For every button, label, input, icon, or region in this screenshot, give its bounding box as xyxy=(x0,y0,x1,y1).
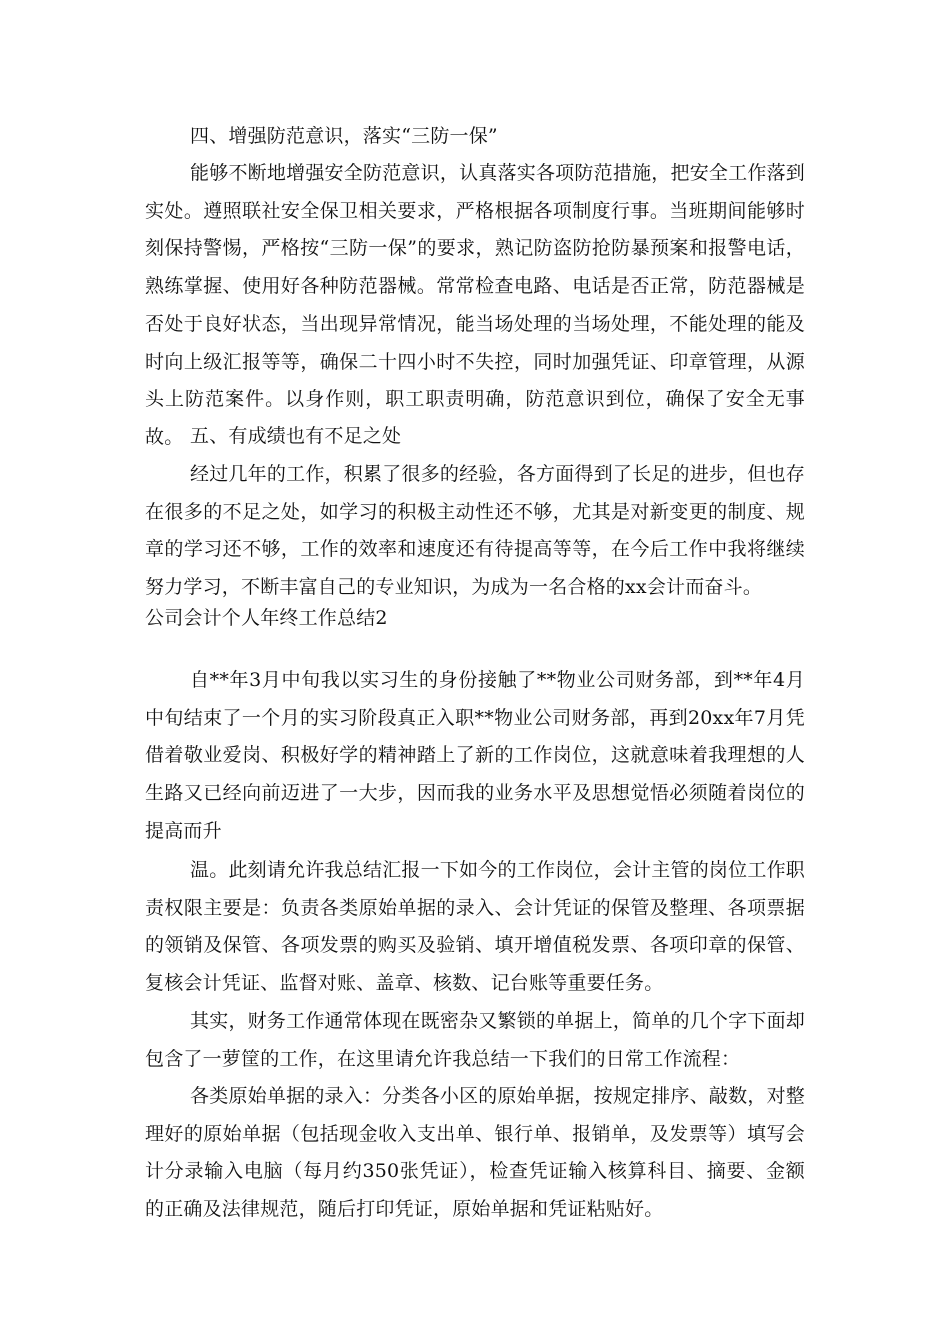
article-paragraph: 自**年3月中旬我以实习生的身份接触了**物业公司财务部，到**年4月中旬结束了一个月的实习阶段真正入职**物业公司财务部，再到20xx年7月凭借着敬业爱岗、积极好学的精神踏上了新的工作岗位，这就意味着我理想的人生路又已经向前迈进了一大步，因而我的业务水平及思想觉悟必须随着岗位的提高而升 xyxy=(145,669,805,842)
article-paragraph: 各类原始单据的录入：分类各小区的原始单据，按规定排序、敲数，对整理好的原始单据（包括现金收入支出单、银行单、报销单，及发票等）填写会计分录输入电脑（每月约350张凭证），检查凭证输入核算科目、摘要、金额的正确及法律规范，随后打印凭证，原始单据和凭证粘贴好。 xyxy=(145,1085,805,1221)
article-paragraph: 其实，财务工作通常体现在既密杂又繁锁的单据上，简单的几个字下面却包含了一萝筐的工作，在这里请允许我总结一下我们的日常工作流程： xyxy=(145,1010,805,1070)
article-title: 公司会计个人年终工作总结2 xyxy=(145,607,388,629)
section-five-heading: 五、有成绩也有不足之处 xyxy=(190,425,402,447)
article-paragraph: 温。此刻请允许我总结汇报一下如今的工作岗位，会计主管的岗位工作职责权限主要是：负责各类原始单据的录入、会计凭证的保管及整理、各项票据的领销及保管、各项发票的购买及验销、填开增值税发票、各项印章的保管、复核会计凭证、监督对账、盖章、核数、记台账等重要任务。 xyxy=(145,859,805,995)
section-five-body: 经过几年的工作，积累了很多的经验，各方面得到了长足的进步，但也存在很多的不足之处，如学习的积极主动性还不够，尤其是对新变更的制度、规章的学习还不够，工作的效率和速度还有待提高等等，在今后工作中我将继续努力学习，不断丰富自己的专业知识，为成为一名合格的xx会计而奋斗。 xyxy=(145,463,805,599)
section-four-heading: 四、增强防范意识，落实“三防一保” xyxy=(190,125,498,147)
section-four-body: 能够不断地增强安全防范意识，认真落实各项防范措施，把安全工作落到实处。遵照联社安全保卫相关要求，严格根据各项制度行事。当班期间能够时刻保持警惕，严格按“三防一保”的要求，熟记防盗防抢防暴预案和报警电话，熟练掌握、使用好各种防范器械。常常检查电路、电话是否正常，防范器械是否处于良好状态，当出现异常情况，能当场处理的当场处理，不能处理的能及时向上级汇报等等，确保二十四小时不失控，同时加强凭证、印章管理，从源头上防范案件。以身作则，职工职责明确，防范意识到位，确保了安全无事故。 xyxy=(145,162,805,448)
